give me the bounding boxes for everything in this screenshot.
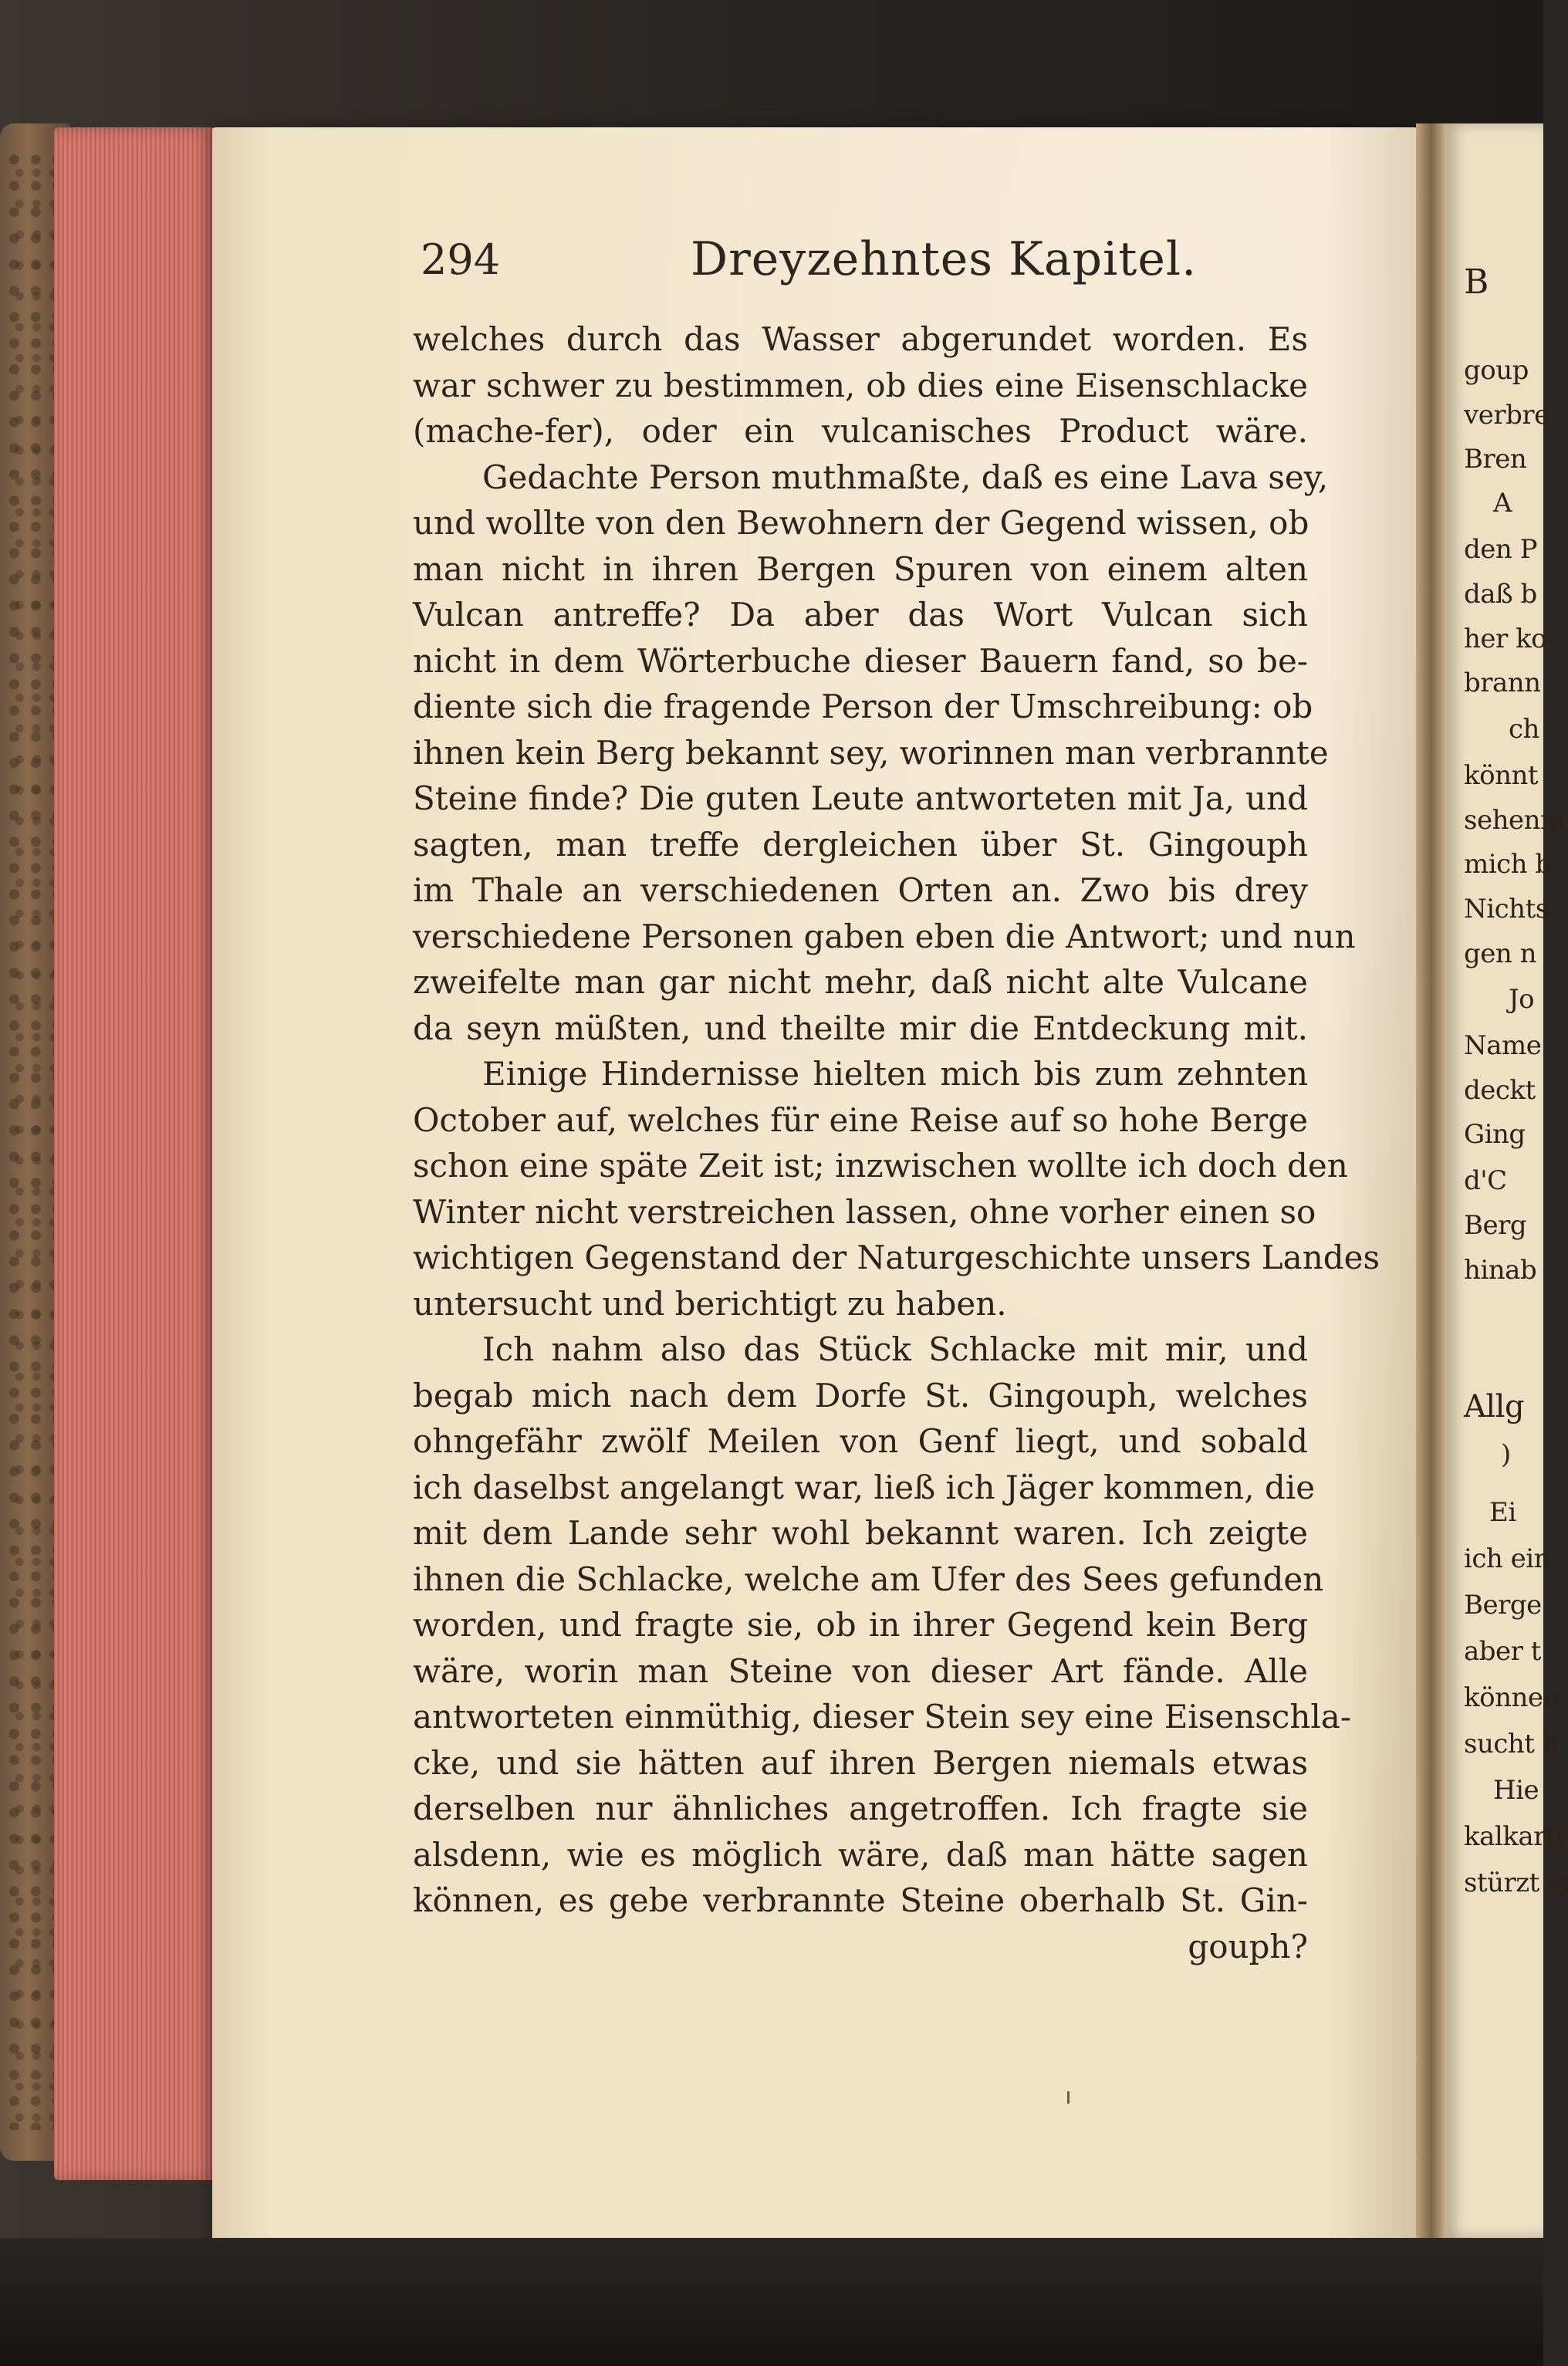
- text-line: war schwer zu bestimmen, ob dies eine Eisenschlacke: [413, 366, 1308, 404]
- body-text: [413, 316, 1380, 1969]
- text-line: alsdenn, wie es möglich wäre, daß man hätte sagen: [413, 1835, 1308, 1874]
- facing-fragment: Bren: [1464, 444, 1527, 475]
- facing-fragment: sehenm: [1464, 805, 1565, 836]
- red-page-edges: [54, 127, 216, 2180]
- catchword: gouph?: [1188, 1927, 1308, 1965]
- text-line: wäre, worin man Steine von dieser Art fände. Alle: [413, 1651, 1308, 1690]
- facing-fragment: Ging: [1464, 1119, 1526, 1150]
- text-line: Vulcan antreffe? Da aber das Wort Vulcan sich: [413, 596, 1308, 634]
- facing-fragment: stürzt si: [1464, 1867, 1568, 1898]
- background-bottom: [0, 2238, 1543, 2366]
- facing-fragment: d'C: [1464, 1165, 1507, 1196]
- book-gutter: [1416, 123, 1447, 2261]
- text-line: (mache-fer), oder ein vulcanisches Product wäre.: [413, 412, 1308, 450]
- text-line: diente sich die fragende Person der Umschreibung: ob: [413, 688, 1313, 725]
- text-line: man nicht in ihren Bergen Spuren von einem alten: [413, 549, 1308, 588]
- page-speck: [1067, 2091, 1070, 2104]
- text-line: ihnen kein Berg bekannt sey, worinnen man verbrannte: [413, 733, 1329, 772]
- facing-fragment: her ko: [1464, 624, 1547, 654]
- facing-fragment: können: [1464, 1682, 1560, 1713]
- text-line: worden, und fragte sie, ob in ihrer Gegend kein Berg: [413, 1606, 1308, 1644]
- facing-fragment: A: [1493, 488, 1512, 519]
- page-number: 294: [421, 235, 501, 284]
- text-line: antworteten einmüthig, dieser Stein sey eine Eisenschla-: [413, 1698, 1352, 1736]
- text-line: Ich nahm also das Stück Schlacke mit mir, und: [482, 1330, 1308, 1368]
- facing-fragment: Berg: [1464, 1210, 1527, 1241]
- text-line: derselben nur ähnliches angetroffen. Ich fragte sie: [413, 1790, 1308, 1827]
- facing-fragment: deckt: [1464, 1075, 1536, 1106]
- facing-fragment: Name: [1464, 1030, 1542, 1061]
- text-line: und wollte von den Bewohnern der Gegend wissen, ob: [413, 504, 1309, 542]
- text-line: begab mich nach dem Dorfe St. Gingouph, welches: [413, 1376, 1308, 1415]
- facing-fragment: aber t: [1464, 1636, 1541, 1667]
- facing-fragment: verbre: [1464, 400, 1549, 431]
- facing-fragment: Jo: [1509, 984, 1535, 1015]
- text-line: nicht in dem Wörterbuche dieser Bauern fand, so be-: [413, 641, 1308, 680]
- text-line: können, es gebe verbrannte Steine oberhalb St. Gin-: [413, 1881, 1308, 1919]
- facing-fragment: goup: [1464, 355, 1529, 386]
- text-line: wichtigen Gegenstand der Naturgeschichte unsers Landes: [413, 1239, 1380, 1276]
- text-line: da seyn müßten, und theilte mir die Entdeckung mit.: [413, 1009, 1308, 1047]
- facing-page: [1447, 123, 1568, 2238]
- text-line: welches durch das Wasser abgerundet worden. Es: [413, 320, 1308, 358]
- facing-fragment: Nichts: [1464, 894, 1549, 924]
- text-line: sagten, man treffe dergleichen über St. Gingouph: [413, 825, 1308, 864]
- facing-fragment: den P: [1464, 534, 1537, 565]
- facing-fragment: hinab: [1464, 1255, 1537, 1286]
- text-line: Steine finde? Die guten Leute antworteten mit Ja, und: [413, 779, 1308, 817]
- text-line: ohngefähr zwölf Meilen von Genf liegt, und sobald: [413, 1422, 1308, 1460]
- facing-fragment: Berge: [1464, 1590, 1542, 1621]
- text-line: Einige Hindernisse hielten mich bis zum zehnten: [482, 1055, 1308, 1093]
- text-line: ihnen die Schlacke, welche am Ufer des Sees gefunden: [413, 1560, 1324, 1598]
- text-line: zweifelte man gar nicht mehr, daß nicht alte Vulcane: [413, 963, 1308, 1001]
- facing-fragment: brann: [1464, 668, 1541, 698]
- text-line: untersucht und berichtigt zu haben.: [413, 1284, 1007, 1323]
- facing-fragment: gen n: [1464, 938, 1536, 969]
- text-line: verschiedene Personen gaben eben die Antwort; und nun: [413, 917, 1356, 955]
- facing-fragment: B: [1464, 262, 1489, 302]
- facing-fragment: ): [1501, 1439, 1511, 1470]
- facing-fragment: Hie: [1493, 1775, 1539, 1806]
- text-line: Gedachte Person muthmaßte, daß es eine Lava sey,: [482, 458, 1329, 496]
- page-header: [421, 232, 1308, 297]
- facing-fragment: daß b: [1464, 579, 1537, 610]
- text-line: cke, und sie hätten auf ihren Bergen niemals etwas: [413, 1743, 1308, 1782]
- facing-fragment: könnt: [1464, 760, 1539, 791]
- text-line: mit dem Lande sehr wohl bekannt waren. Ich zeigte: [413, 1514, 1308, 1552]
- facing-fragment: Ei: [1489, 1497, 1516, 1528]
- text-line: schon eine späte Zeit ist; inzwischen wollte ich doch den: [413, 1147, 1348, 1185]
- text-line: October auf, welches für eine Reise auf so hohe Berge: [413, 1100, 1308, 1139]
- facing-fragment: Allg: [1464, 1389, 1525, 1425]
- text-line: im Thale an verschiedenen Orten an. Zwo bis drey: [413, 871, 1308, 909]
- text-line: ich daselbst angelangt war, ließ ich Jäger kommen, die: [413, 1468, 1316, 1506]
- running-head: Dreyzehntes Kapitel.: [691, 232, 1198, 286]
- facing-fragment: mich b: [1464, 849, 1552, 880]
- facing-fragment: ich ein: [1464, 1543, 1551, 1574]
- facing-fragment: kalkarti: [1464, 1821, 1564, 1852]
- text-line: Winter nicht verstreichen lassen, ohne vorher einen so: [413, 1192, 1316, 1231]
- facing-fragment: ch: [1509, 714, 1539, 745]
- facing-fragment: sucht h: [1464, 1729, 1560, 1759]
